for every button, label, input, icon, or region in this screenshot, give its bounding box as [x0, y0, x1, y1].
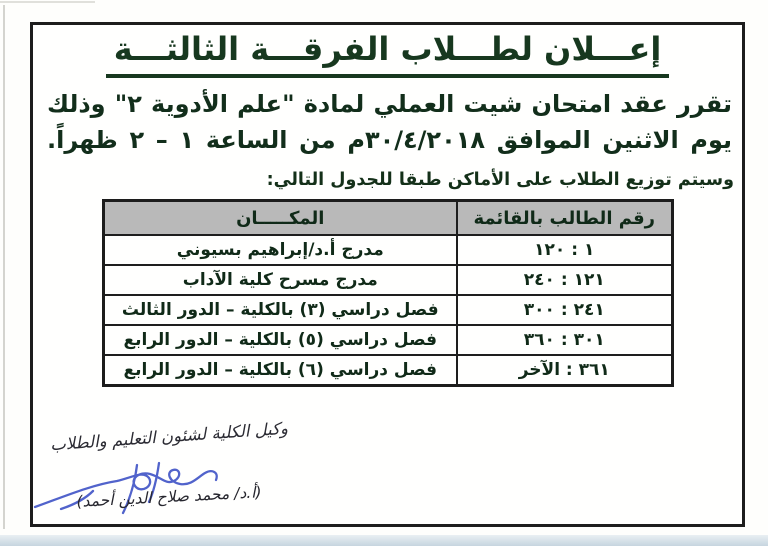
student-number-cell: ٣٠١ : ٣٦٠ — [457, 325, 672, 355]
signature-block — [39, 418, 299, 511]
table-row — [103, 235, 672, 265]
scan-bottom-strip — [0, 535, 768, 546]
table-row — [103, 265, 672, 295]
location-cell: فصل دراسي (٥) بالكلية – الدور الرابع — [103, 325, 457, 355]
announcement-title: إعـــلان لطـــلاب الفرقـــة الثالثـــة — [106, 29, 670, 78]
student-number-cell: ١٢١ : ٢٤٠ — [457, 265, 672, 295]
signature-title: وكيل الكلية لشئون التعليم والطلاب — [49, 418, 289, 455]
signature-name: (أ.د/ محمد صلاح الدين أحمد) — [76, 483, 262, 511]
table-header-row — [103, 201, 672, 236]
distribution-note: وسيتم توزيع الطلاب على الأماكن طبقا للجدول التالي: — [266, 170, 734, 190]
table-header-location: المكـــــان — [103, 201, 457, 236]
announcement-frame — [30, 22, 745, 527]
location-cell: فصل دراسي (٦) بالكلية – الدور الرابع — [103, 355, 457, 386]
student-number-cell: ١ : ١٢٠ — [457, 235, 672, 265]
location-cell: مدرج مسرح كلية الآداب — [103, 265, 457, 295]
table-row — [103, 355, 672, 386]
table-row — [103, 295, 672, 325]
table-row — [103, 325, 672, 355]
location-cell: فصل دراسي (٣) بالكلية – الدور الثالث — [103, 295, 457, 325]
location-cell: مدرج أ.د/إبراهيم بسيوني — [103, 235, 457, 265]
exam-details-paragraph: تقرر عقد امتحان شيت العملي لمادة "علم الأدوية ٢" وذلك يوم الاثنين الموافق ٣٠/٤/٢٠١٨م من الساعة ١ – ٢ ظهراً. — [47, 90, 733, 154]
page-edge-line — [3, 5, 5, 529]
student-number-cell: ٢٤١ : ٣٠٠ — [457, 295, 672, 325]
table-header-student-number: رقم الطالب بالقائمة — [457, 201, 672, 236]
seating-table — [102, 199, 674, 387]
page-edge-top-line — [0, 1, 95, 3]
title-row — [33, 29, 742, 78]
student-number-cell: ٣٦١ : الآخر — [457, 355, 672, 386]
